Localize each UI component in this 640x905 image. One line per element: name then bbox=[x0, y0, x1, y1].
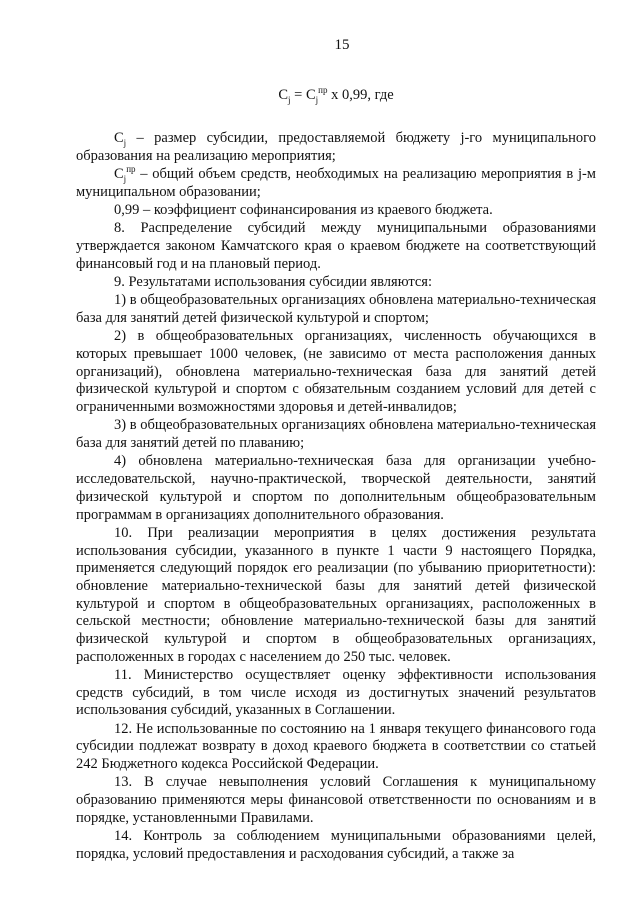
paragraph-11: 11. Министерство осуществляет оценку эффективности использования средств субсидий, в том числе исходя из достигнутых значений результатов использования субсидий, указанных в Соглашении. bbox=[76, 667, 596, 719]
definition-cj-symbol: C bbox=[114, 130, 124, 146]
formula-rhs-sub: j bbox=[315, 94, 319, 105]
formula-eq: = C bbox=[290, 87, 316, 103]
paragraph-14: 14. Контроль за соблюдением муниципальными образованиями целей, порядка, условий предоставления и расходования субсидий, а также за bbox=[76, 828, 596, 862]
definition-cjpr-text: – общий объем средств, необходимых на реализацию мероприятия в j-м муниципальном образовании; bbox=[76, 166, 596, 200]
formula-lhs: C bbox=[278, 87, 289, 103]
page-number: 15 bbox=[334, 37, 350, 53]
formula-rest: x 0,99, где bbox=[327, 87, 394, 103]
paragraph-9: 9. Результатами использования субсидии являются: bbox=[114, 274, 432, 290]
definition-cj-sub: j bbox=[123, 137, 127, 148]
definition-cj bbox=[76, 130, 596, 165]
definition-cjpr-symbol: C bbox=[114, 166, 124, 182]
definition-cjpr-sub: j bbox=[123, 173, 127, 184]
paragraph-10: 10. При реализации мероприятия в целях достижения результата использования субсидии, указанного в пункте 1 части 9 настоящего Порядка, применяется следующий порядок его реализации (по убыванию приоритетности): обновление материально-технической базы для занятий детей физической культурой и спортом в общеобразовательных организациях, расположенных в сельской местности; обновление материально-технической базы для занятий физической культурой и спортом в общеобразовательных организациях, расположенных в городах с населением до 250 тыс. человек. bbox=[76, 524, 596, 665]
definition-coefficient: 0,99 – коэффициент софинансирования из краевого бюджета. bbox=[114, 202, 493, 218]
paragraph-9-item-1: 1) в общеобразовательных организациях обновлена материально-техническая база для занятий детей физической культурой и спортом; bbox=[76, 292, 596, 326]
definition-cjpr-sup: пр bbox=[126, 164, 136, 175]
subsidy-formula bbox=[76, 86, 596, 104]
paragraph-8: 8. Распределение субсидий между муниципальными образованиями утверждается законом Камчатского края о краевом бюджете на соответствующий финансовый год и на плановый период. bbox=[76, 220, 596, 272]
paragraph-9-item-3: 3) в общеобразовательных организациях обновлена материально-техническая база для занятий детей по плаванию; bbox=[76, 417, 596, 452]
formula-lhs-sub: j bbox=[288, 94, 291, 105]
paragraph-12: 12. Не использованные по состоянию на 1 января текущего финансового года субсидии подлежат возврату в доход краевого бюджета в соответствии со статьей 242 Бюджетного кодекса Российской Федерации. bbox=[76, 720, 596, 773]
definition-cj-text: – размер субсидии, предоставляемой бюджету j-го муниципального образования на реализацию мероприятия; bbox=[76, 130, 596, 164]
paragraph-9-item-4: 4) обновлена материально-техническая база для организации учебно-исследовательской, научно-практической, творческой деятельности, занятий физической культурой и спортом по дополнительным общеобразовательным программам в организациях дополнительного образования. bbox=[76, 453, 596, 523]
paragraph-13: 13. В случае невыполнения условий Соглашения к муниципальному образованию применяются меры финансовой ответственности по основаниям и в порядке, установленными Правилами. bbox=[76, 774, 596, 826]
definition-cjpr bbox=[76, 166, 596, 201]
formula-rhs-sup: пр bbox=[318, 85, 328, 96]
paragraph-9-item-2: 2) в общеобразовательных организациях, численность обучающихся в которых превышает 1000 человек, (не зависимо от места расположения данных организаций), обновлена материально-техническая база для занятий детей физической культурой и спортом с обязательным созданием условий для детей с ограниченными возможностями здоровья и детей-инвалидов; bbox=[76, 328, 596, 416]
